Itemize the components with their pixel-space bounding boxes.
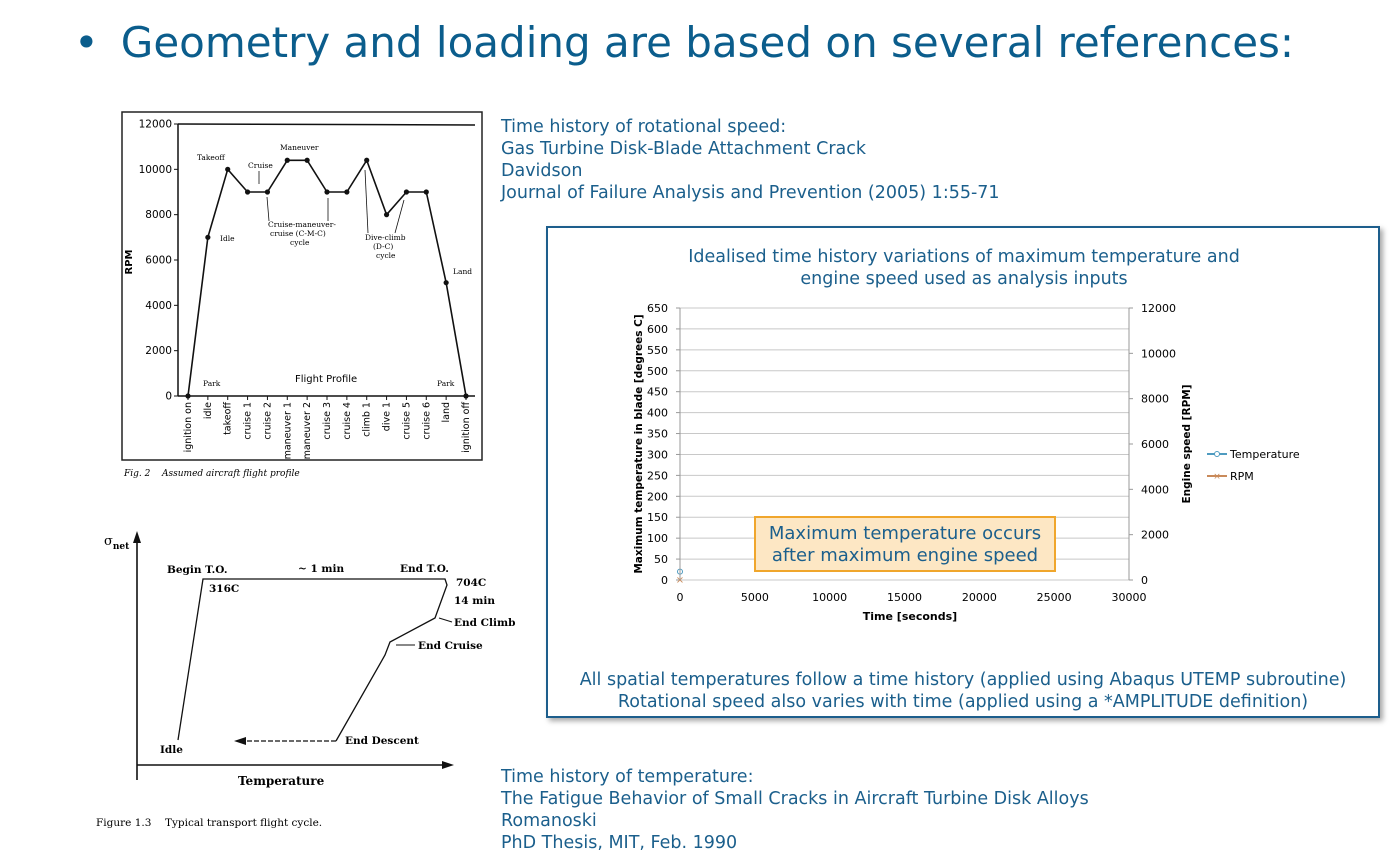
data-point bbox=[285, 158, 290, 163]
data-point bbox=[384, 212, 389, 217]
callout-line: Maximum temperature occurs bbox=[768, 523, 1042, 544]
left-axis-label: Maximum temperature in blade [degrees C] bbox=[633, 314, 645, 574]
arrow-up-icon bbox=[133, 531, 141, 543]
left-tick-label: 550 bbox=[647, 343, 668, 357]
rpm-axis-label: RPM bbox=[124, 249, 135, 275]
data-point bbox=[205, 235, 210, 240]
y-tick-label: 0 bbox=[165, 390, 172, 403]
left-tick-label: 400 bbox=[647, 406, 668, 420]
y-tick-label: 4000 bbox=[145, 299, 172, 312]
panel-heading-line: engine speed used as analysis inputs bbox=[800, 269, 1128, 289]
left-tick-label: 650 bbox=[647, 302, 668, 315]
right-tick-label: 8000 bbox=[1141, 392, 1169, 406]
annotation-land: Land bbox=[453, 267, 473, 276]
annotation-cmc-1: Cruise-maneuver- bbox=[268, 220, 336, 229]
x-tick-label: cruise 2 bbox=[262, 402, 274, 440]
left-tick-label: 450 bbox=[647, 385, 668, 399]
x-tick-label: 20000 bbox=[961, 591, 997, 604]
left-tick-label: 250 bbox=[647, 469, 668, 483]
label-begin-to: Begin T.O. bbox=[167, 564, 228, 576]
figure-caption-text: Typical transport flight cycle. bbox=[165, 817, 323, 829]
data-point bbox=[404, 189, 409, 194]
ref-line: The Fatigue Behavior of Small Cracks in Aircraft Turbine Disk Alloys bbox=[501, 789, 1089, 809]
left-tick-label: 100 bbox=[647, 532, 668, 546]
y-tick-label: 6000 bbox=[145, 254, 172, 267]
left-tick-label: 50 bbox=[654, 553, 668, 567]
annotation-dc-1: Dive-climb bbox=[365, 233, 406, 242]
left-tick-label: 200 bbox=[647, 490, 668, 504]
slide-title bbox=[74, 18, 1294, 67]
right-tick-label: 0 bbox=[1141, 574, 1148, 587]
annotation-takeoff: Takeoff bbox=[197, 153, 225, 162]
x-tick-label: dive 1 bbox=[381, 402, 393, 432]
flight-cycle-figure bbox=[90, 525, 520, 835]
annotation-dc-3: cycle bbox=[376, 251, 396, 260]
label-14-min: 14 min bbox=[454, 595, 496, 607]
label-one-min: ~ 1 min bbox=[298, 563, 345, 575]
right-tick-label: 4000 bbox=[1141, 483, 1169, 497]
x-tick-label: cruise 6 bbox=[421, 402, 433, 440]
flight-profile-label: Flight Profile bbox=[295, 374, 358, 385]
right-tick-label: 6000 bbox=[1141, 438, 1169, 451]
y-tick-label: 8000 bbox=[145, 209, 172, 222]
x-tick-label: 5000 bbox=[740, 591, 769, 604]
data-point bbox=[185, 393, 190, 398]
ref-line: Romanoski bbox=[501, 811, 597, 831]
figure-caption-number: Fig. 2 bbox=[124, 469, 151, 479]
ref-line: Journal of Failure Analysis and Prevention (2005) 1:55-71 bbox=[501, 183, 1000, 203]
x-tick-label: ignition off bbox=[461, 402, 472, 453]
sigma-label: $\sigma_{net}$ bbox=[104, 534, 130, 552]
flight-cycle-path bbox=[178, 579, 447, 741]
rpm-point: × bbox=[675, 575, 685, 586]
legend-rpm: RPM bbox=[1230, 470, 1254, 483]
x-tick-label: land bbox=[441, 402, 453, 423]
x-tick-label: 15000 bbox=[887, 591, 922, 604]
left-tick-label: 150 bbox=[647, 511, 668, 525]
label-316c: 316C bbox=[209, 583, 240, 595]
annotation-maneuver: Maneuver bbox=[280, 143, 319, 152]
data-point bbox=[364, 158, 369, 163]
temperature-axis-label: Temperature bbox=[238, 774, 325, 788]
data-point bbox=[225, 167, 230, 172]
label-end-to: End T.O. bbox=[400, 563, 449, 575]
annotation-cruise: Cruise bbox=[248, 161, 273, 170]
panel-heading-line: Idealised time history variations of maximum temperature and bbox=[688, 247, 1240, 267]
panel-footer-line: Rotational speed also varies with time (applied using a *AMPLITUDE definition) bbox=[617, 692, 1309, 712]
legend-rpm-marker: × bbox=[1213, 472, 1221, 482]
left-tick-label: 350 bbox=[647, 427, 668, 441]
panel-heading bbox=[560, 246, 1368, 290]
annotation-idle: Idle bbox=[220, 234, 235, 243]
label-end-cruise: End Cruise bbox=[418, 640, 483, 652]
figure-caption-text: Assumed aircraft flight profile bbox=[162, 469, 300, 479]
label-end-climb: End Climb bbox=[454, 617, 516, 629]
x-tick-label: 30000 bbox=[1111, 591, 1147, 604]
x-tick-label: 10000 bbox=[812, 591, 848, 604]
panel-footer-line: All spatial temperatures follow a time history (applied using Abaqus UTEMP subroutine) bbox=[579, 670, 1347, 690]
x-tick-label: cruise 4 bbox=[341, 402, 353, 440]
rpm-profile-line bbox=[188, 160, 466, 396]
right-tick-label: 2000 bbox=[1141, 528, 1169, 542]
annotation-park-right: Park bbox=[437, 379, 455, 388]
ref-line: Davidson bbox=[501, 161, 583, 181]
x-tick-label: takeoff bbox=[222, 402, 234, 435]
arrow-left-icon bbox=[234, 737, 246, 745]
data-point bbox=[463, 393, 468, 398]
x-tick-label: cruise 5 bbox=[401, 402, 413, 440]
left-tick-label: 0 bbox=[661, 574, 668, 587]
x-tick-label: ignition on bbox=[183, 402, 194, 453]
x-tick-label: idle bbox=[202, 402, 214, 420]
data-point bbox=[344, 189, 349, 194]
annotation-cmc-2: cruise (C-M-C) bbox=[270, 229, 326, 238]
data-point bbox=[245, 189, 250, 194]
legend-temperature-marker bbox=[1215, 452, 1220, 457]
left-tick-label: 300 bbox=[647, 448, 668, 462]
reference-rotational-speed bbox=[501, 116, 1000, 204]
data-point bbox=[444, 280, 449, 285]
label-end-descent: End Descent bbox=[345, 735, 419, 747]
annotation-cmc-3: cycle bbox=[290, 238, 310, 247]
callout-line: after maximum engine speed bbox=[771, 545, 1039, 566]
annotation-park-left: Park bbox=[203, 379, 221, 388]
x-tick-label: maneuver 1 bbox=[282, 402, 294, 460]
reference-temperature bbox=[501, 766, 1089, 854]
flight-profile-figure bbox=[100, 108, 500, 488]
panel-footer bbox=[550, 669, 1376, 713]
label-idle: Idle bbox=[160, 744, 183, 756]
ref-line: Gas Turbine Disk-Blade Attachment Crack bbox=[501, 139, 867, 159]
right-tick-label: 12000 bbox=[1141, 302, 1176, 315]
ref-line: Time history of temperature: bbox=[501, 767, 754, 787]
y-tick-label: 10000 bbox=[138, 163, 172, 176]
x-axis-label: Time [seconds] bbox=[862, 610, 958, 623]
chart-legend bbox=[1207, 448, 1300, 483]
x-tick-label: 25000 bbox=[1036, 591, 1072, 604]
legend-temperature: Temperature bbox=[1230, 448, 1300, 461]
arrow-right-icon bbox=[442, 761, 454, 769]
x-tick-label: climb 1 bbox=[361, 402, 373, 437]
x-tick-label: 0 bbox=[676, 591, 684, 604]
data-point bbox=[305, 158, 310, 163]
ref-line: Time history of rotational speed: bbox=[501, 117, 787, 137]
bullet-icon: • bbox=[74, 18, 99, 67]
y-tick-label: 2000 bbox=[145, 345, 172, 358]
y-tick-label: 12000 bbox=[138, 118, 172, 131]
x-tick-label: cruise 1 bbox=[242, 402, 254, 440]
data-point bbox=[265, 189, 270, 194]
title-text: Geometry and loading are based on several references: bbox=[120, 18, 1295, 67]
label-704c: 704C bbox=[456, 577, 487, 589]
x-tick-label: cruise 3 bbox=[322, 402, 333, 440]
annotation-dc-2: (D-C) bbox=[373, 242, 394, 251]
time-history-chart bbox=[620, 298, 1320, 638]
right-tick-label: 10000 bbox=[1141, 347, 1176, 361]
x-tick-label: maneuver 2 bbox=[302, 402, 314, 460]
left-tick-label: 500 bbox=[647, 364, 668, 378]
right-axis-label: Engine speed [RPM] bbox=[1181, 384, 1193, 504]
data-point bbox=[324, 189, 329, 194]
top-line bbox=[178, 124, 475, 125]
ref-line: PhD Thesis, MIT, Feb. 1990 bbox=[501, 833, 738, 853]
figure-caption-number: Figure 1.3 bbox=[96, 817, 152, 829]
data-point bbox=[424, 189, 429, 194]
max-temperature-callout bbox=[754, 516, 1056, 572]
left-tick-label: 600 bbox=[647, 322, 668, 336]
